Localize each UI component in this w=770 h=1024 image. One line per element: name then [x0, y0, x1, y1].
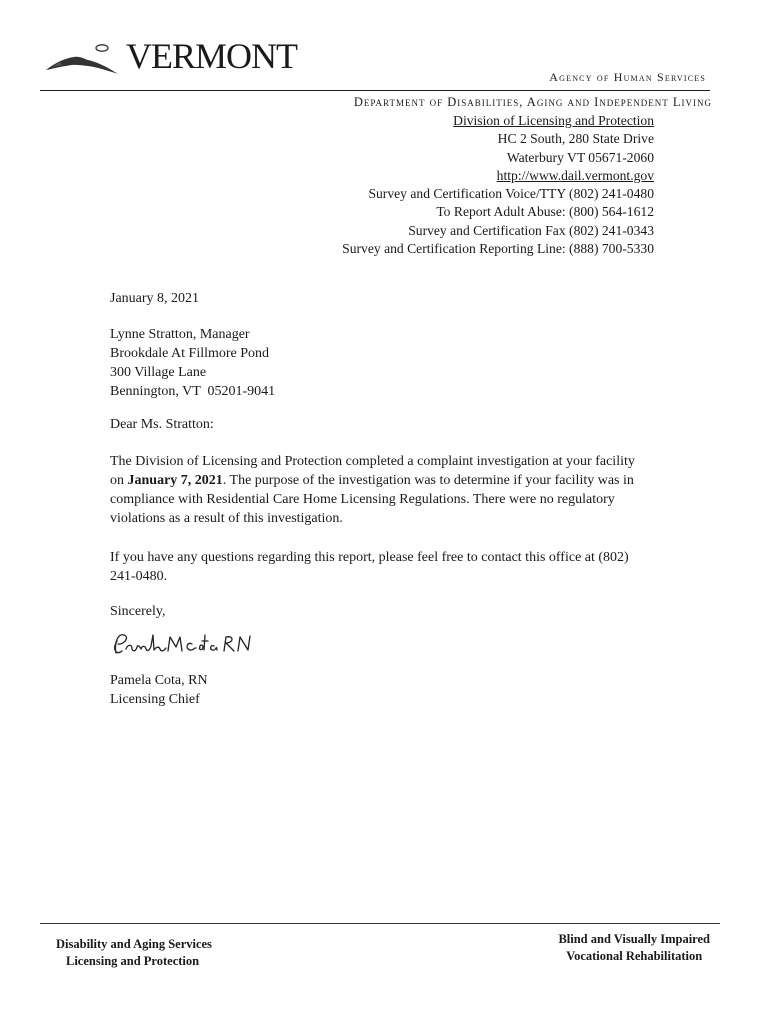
letter-body	[110, 289, 650, 709]
department-name: Department of Disabilities, Aging and Independent Living	[353, 95, 712, 109]
footer-right-line-1: Blind and Visually Impaired	[558, 932, 710, 946]
footer-right-division	[558, 931, 710, 965]
division-name: Division of Licensing and Protection	[453, 113, 654, 128]
paragraph-text-end: . The purpose of the investigation was to determine if your facility was in compliance with Residential Care Home Licensing Regulations. There were no regulatory violations as a result of this investigation.	[110, 473, 634, 526]
recipient-facility: Brookdale At Fillmore Pond	[110, 346, 270, 361]
signer-title: Licensing Chief	[110, 692, 200, 707]
footer-right-line-2: Vocational Rehabilitation	[566, 949, 703, 963]
vermont-logo-icon	[44, 40, 128, 81]
reporting-line: Survey and Certification Reporting Line: (888) 700-5330	[342, 241, 654, 257]
letter-date: January 8, 2021	[110, 291, 200, 306]
fax-line: Survey and Certification Fax (802) 241-0343	[408, 222, 654, 238]
recipient-address	[110, 325, 650, 401]
header-divider	[40, 90, 710, 91]
contact-paragraph: If you have any questions regarding this report, please feel free to contact this office at (802) 241-0480.	[110, 550, 629, 584]
investigation-date: January 7, 2021	[127, 473, 223, 488]
closing: Sincerely,	[110, 604, 166, 619]
agency-name: Agency of Human Services	[549, 70, 706, 84]
recipient-street: 300 Village Lane	[110, 365, 207, 380]
city-state-zip: Waterbury VT 05671-2060	[506, 149, 654, 165]
footer-left-line-1: Disability and Aging Services	[56, 937, 212, 951]
contact-block	[342, 112, 654, 258]
voice-tty-line: Survey and Certification Voice/TTY (802) 241-0480	[368, 186, 654, 202]
signer-name: Pamela Cota, RN	[110, 673, 208, 688]
investigation-paragraph	[110, 452, 640, 528]
recipient-name: Lynne Stratton, Manager	[110, 327, 250, 342]
paragraph-text-start: The Division of Licensing and Protection completed a complaint investigation at your facility on	[110, 454, 635, 488]
street-address: HC 2 South, 280 State Drive	[497, 131, 654, 147]
recipient-city: Bennington, VT 05201-9041	[110, 384, 276, 399]
footer-left-line-2: Licensing and Protection	[66, 954, 200, 968]
vermont-wordmark: VERMONT	[126, 36, 297, 76]
salutation: Dear Ms. Stratton:	[110, 417, 214, 432]
website-link[interactable]: http://www.dail.vermont.gov	[496, 167, 654, 183]
handwritten-signature	[110, 629, 650, 659]
footer-left-division	[56, 936, 212, 970]
footer-divider	[40, 923, 720, 924]
adult-abuse-line: To Report Adult Abuse: (800) 564-1612	[436, 204, 654, 220]
